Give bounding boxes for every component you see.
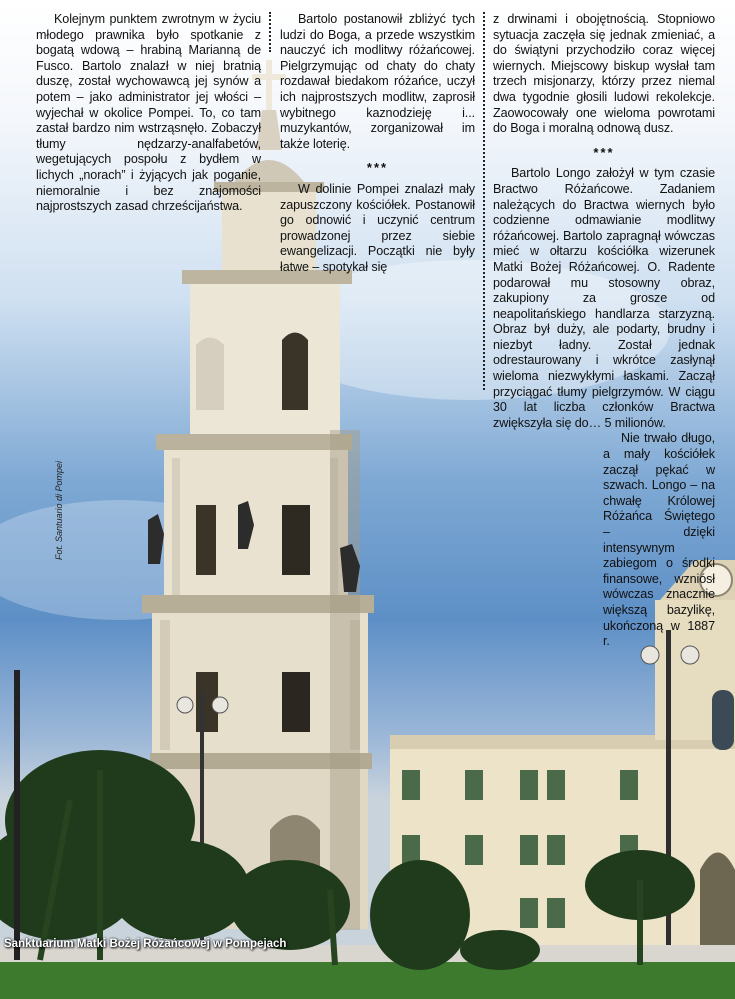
photo-caption: Sanktuarium Matki Bożej Różańcowej w Pompejach: [4, 938, 287, 950]
section-divider: ***: [366, 160, 389, 176]
column-separator-left: [269, 12, 271, 52]
paragraph: Kolejnym punktem zwrotnym w życiu młodego prawnika było spotkanie z bogatą wdową – hrabiną Marianną de Fusco. Bartolo znalazł w niej bratnią duszę, został wychowawcą jej synów a potem – jako administrator jej włości – wyjechał w okolice Pompei. To, co tam zastał bardzo nim wstrząsnęło. Zobaczył tłumy nędzarzy-analfabetów, wegetujących pospołu z bydłem w lichych „norach” i żyjących jak poganie, niemoralnie i bez znajomości najprostszych zasad chrześcijaństwa.: [36, 12, 261, 214]
column-separator-right: [483, 12, 485, 390]
article-column-3: [493, 12, 715, 650]
paragraph: Bartolo Longo założył w tym czasie Bractwo Różańcowe. Zadaniem należących do Bractwa wiernych było codzienne odmawianie modlitwy różańcowej. Bartolo zapragnął wówczas mieć w ołtarzu kościółka wizerunek Matki Bożej Różańcowej. O. Radente podarował mu stosowny obraz, zakupiony za grosze od neapolitańskiego handlarza starzyzną. Obraz był duży, ale podarty, brudny i niezbyt ładny. Został jednak odrestaurowany i wkrótce zasłynął wieloma niezwykłymi łaskami. Zaczął przyciągać tłumy pielgrzymów. W ciągu 30 lat liczba członków Bractwa zwiększyła się do… 5 milionów.: [493, 166, 715, 430]
photo-credit: Fot. Santuario di Pompei: [54, 460, 64, 560]
paragraph: Nie trwało długo, a mały kościółek zaczął pękać w szwach. Longo – na chwałę Królowej Różańca Świętego – dzięki intensywnym zabiegom o środki finansowe, wzniósł wówczas znacznie większą bazylikę, ukończoną w 1887 r.: [603, 431, 715, 649]
section-divider: ***: [593, 144, 615, 160]
paragraph: z drwinami i obojętnością. Stopniowo sytuacja zaczęła się jednak zmieniać, a do świątyni przychodziło coraz więcej wiernych. Miejscowy biskup wysłał tam trzech misjonarzy, którzy przez niemal dwa tygodnie głosili ludowi rekolekcje. Zaowocowały one wieloma powrotami do Boga i moralną odnową dusz.: [493, 12, 715, 136]
paragraph: Bartolo postanowił zbliżyć tych ludzi do Boga, a przede wszystkim nauczyć ich modlitwy różańcowej. Pielgrzymując od chaty do chaty rozdawał biedakom różańce, uczył ich najprostszych modlitw, zaprosił wybitnego kaznodzieję i... muzykantów, zorganizował im także loterię.: [280, 12, 475, 151]
article-column-1: [36, 12, 261, 215]
article-column-2: [280, 12, 475, 276]
paragraph: W dolinie Pompei znalazł mały zapuszczony kościółek. Postanowił go odnowić i uczynić centrum prowadzonej przez siebie ewangelizacji. Początki nie były łatwe – spotykał się: [280, 181, 475, 274]
